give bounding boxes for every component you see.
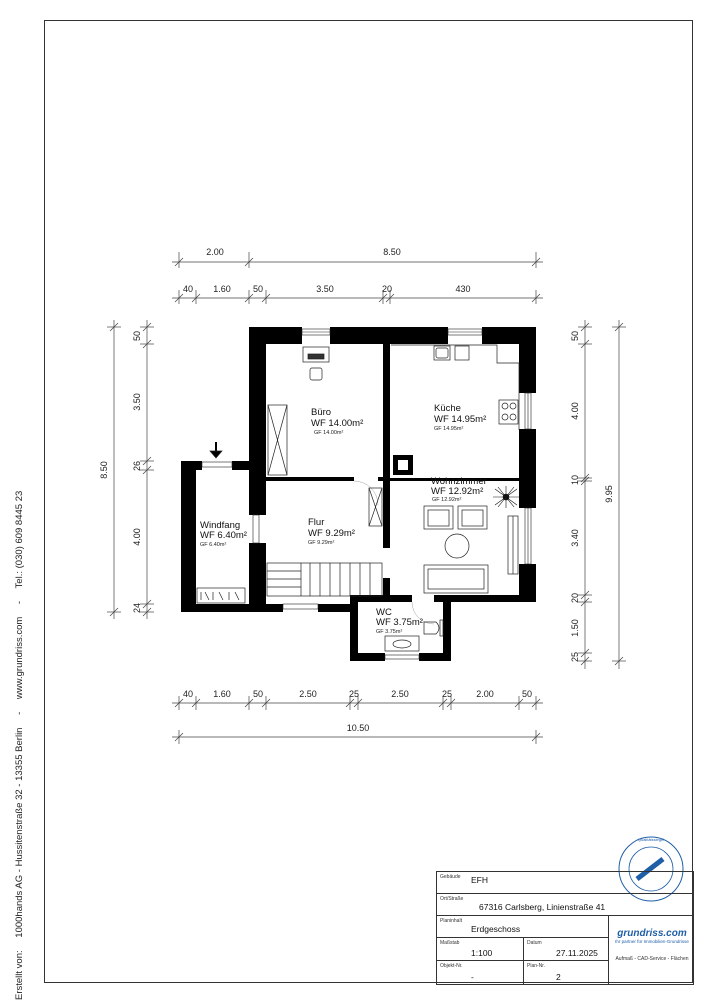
objekt-value: - [471,972,474,982]
massstab-label: Maßstab [440,940,460,946]
dim-right-5: 20 [570,592,580,604]
side-credit-web: www.grundriss.com [14,616,25,700]
gebaeude-value: EFH [471,875,488,885]
cell-massstab [437,938,524,961]
brand-services: Aufmaß - CAD-Service - Flächen [615,956,689,962]
plan-label: Plan-Nr. [527,963,546,969]
dim-right-1: 50 [570,330,580,342]
cell-objekt [437,961,524,984]
cell-gebaeude [437,872,693,894]
massstab-value: 1:100 [471,948,493,958]
dim-bot-9: 50 [521,689,533,699]
dim-bot-1: 40 [182,689,194,699]
room-wc-gf: GF 3.75m² [376,629,403,635]
plant [493,486,519,508]
dim-bot-3: 50 [252,689,264,699]
cell-datum [524,938,609,961]
dim-right-7: 25 [570,651,580,663]
room-wohnzimmer-wf: WF 12.92m² [431,486,484,497]
room-wohnzimmer-gf: GF 12.92m² [432,497,462,503]
dim-bot-6: 2.50 [391,689,409,699]
dim-bot-8: 2.00 [476,689,494,699]
side-credit [14,481,25,1000]
chimney-flue [398,460,408,470]
dim-topd-1: 40 [182,284,194,294]
dim-top-1: 2.00 [206,247,224,257]
room-flur-gf: GF 9.29m² [308,540,335,546]
dim-topd-3: 50 [252,284,264,294]
room-wc-wf: WF 3.75m² [376,617,423,628]
datum-label: Datum [527,940,542,946]
room-windfang-name: Windfang [200,520,241,531]
brand [609,928,695,962]
brand-tagline: Ihr partner für Immobilien-Grundrisse [615,939,689,944]
wc-sink [385,636,419,651]
dim-left-1: 50 [132,330,142,342]
side-credit-phone: Tel.: (030) 609 8445 23 [14,490,25,589]
wall-north [249,327,536,344]
dim-topd-4: 3.50 [316,284,334,294]
room-buero-wf: WF 14.00m² [311,418,364,429]
stamp-text: Qualitätssiegel [637,837,665,842]
side-credit-address: 1000hands AG - Hussitenstraße 32 - 13355 Berlin [14,727,25,938]
room-kueche-name: Küche [434,403,461,414]
dim-right-overall: 9.95 [604,485,614,503]
dim-right-6: 1.50 [570,619,580,637]
armchair-1 [424,506,453,529]
room-flur-name: Flur [308,517,325,528]
wall-south-west [181,604,351,612]
wall-south-east [443,595,536,602]
dim-left-4: 4.00 [132,528,142,546]
planinhalt-value: Erdgeschoss [471,924,521,934]
room-kueche-gf: GF 14.95m² [434,426,464,432]
cell-plan [524,961,609,984]
datum-value: 27.11.2025 [556,948,598,958]
side-credit-sep-1: - [14,711,25,715]
side-credit-sep-2: - [14,600,25,605]
dim-topd-6: 430 [455,284,471,294]
cell-ort [437,894,693,916]
dim-bot-5: 25 [348,689,360,699]
dim-right-4: 3.40 [570,529,580,547]
dim-left-2: 3.50 [132,393,142,411]
room-buero-gf: GF 14.00m² [314,430,344,436]
dim-right-3: 10 [570,474,580,486]
brand-name: grundriss.com [617,928,687,939]
page-frame [45,21,693,983]
stairs [267,563,382,596]
wall-wc-west [350,595,358,661]
armchair-2 [458,506,487,529]
objekt-label: Objekt-Nr. [440,963,463,969]
cell-planinhalt [437,916,609,938]
wall-wc-east [443,595,451,661]
dim-left-3: 26 [132,460,142,472]
room-windfang-gf: GF 6.40m² [200,542,227,548]
dim-topd-2: 1.60 [213,284,231,294]
ort-label: Ort/Straße [440,896,464,902]
chair [310,368,322,380]
ort-value: 67316 Carlsberg, Linienstraße 41 [479,902,606,912]
dim-top-2: 8.50 [383,247,401,257]
dim-bot-2: 1.60 [213,689,231,699]
gebaeude-label: Gebäude [440,874,461,880]
wall-windfang-west [181,461,196,612]
room-kueche-wf: WF 14.95m² [434,414,487,425]
room-wc-name: WC [376,607,392,618]
dim-left-5: 24 [132,602,142,614]
coffee-table [445,534,469,558]
plan-value: 2 [556,972,561,982]
room-buero-name: Büro [311,407,332,418]
dim-bot-4: 2.50 [299,689,317,699]
planinhalt-label: Planinhalt [440,918,462,924]
dim-left-overall: 8.50 [99,461,109,479]
side-credit-label: Erstellt von: [14,950,25,1000]
room-wohnzimmer-name: Wohnzimmer [431,476,487,487]
dim-right-2: 4.00 [570,402,580,420]
room-windfang-wf: WF 6.40m² [200,530,247,541]
dim-bot-7: 25 [441,689,453,699]
room-flur-wf: WF 9.29m² [308,528,355,539]
dim-bottom-overall: 10.50 [346,723,370,733]
dim-topd-5: 20 [381,284,393,294]
